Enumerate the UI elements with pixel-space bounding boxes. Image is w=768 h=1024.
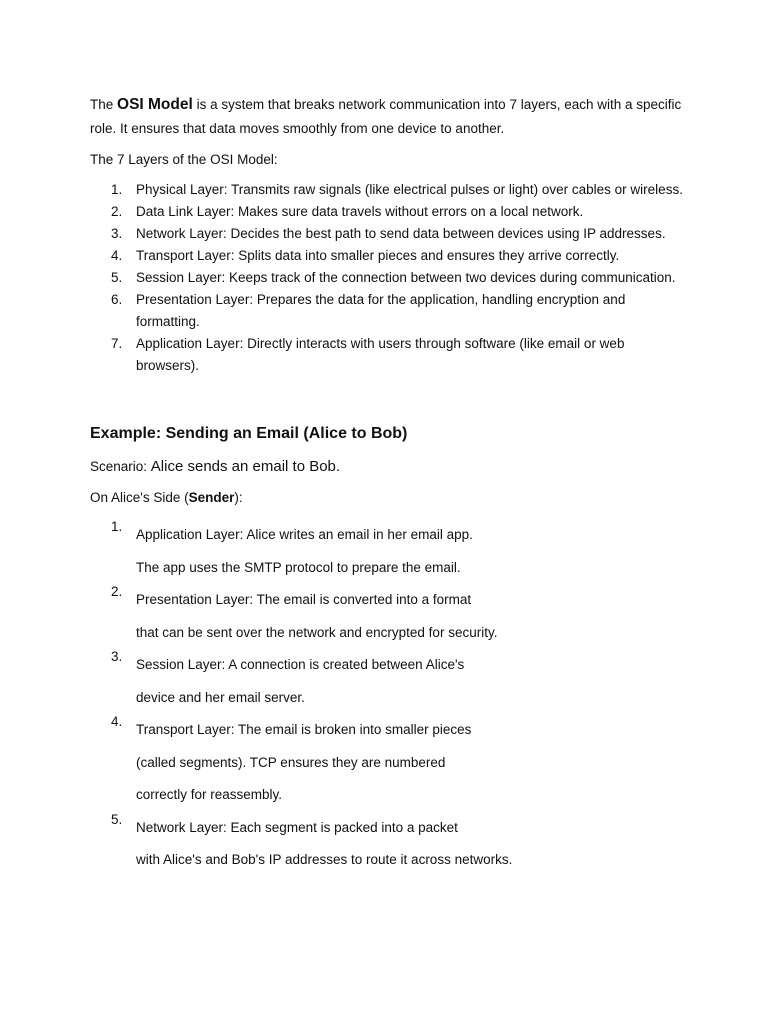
step-line: The app uses the SMTP protocol to prepare the email. xyxy=(136,559,461,575)
layer-text: Presentation Layer: Prepares the data for the application, handling encryption and formatting. xyxy=(136,292,626,329)
step-line: that can be sent over the network and encrypted for security. xyxy=(136,624,498,640)
side-prefix: On Alice's Side ( xyxy=(90,490,189,505)
scenario-line xyxy=(90,456,690,478)
step-line: (called segments). TCP ensures they are numbered xyxy=(136,754,446,770)
layer-item xyxy=(90,179,690,201)
step-line: Network Layer: Each segment is packed into a packet xyxy=(136,819,458,835)
sender-step xyxy=(90,584,690,649)
sender-step xyxy=(90,649,690,714)
step-number: 3. xyxy=(111,649,123,664)
example-heading: Example: Sending an Email (Alice to Bob) xyxy=(90,425,408,442)
layer-item xyxy=(90,245,690,267)
layer-text: Application Layer: Directly interacts with users through software (like email or web browsers). xyxy=(136,336,625,373)
step-line: with Alice's and Bob's IP addresses to route it across networks. xyxy=(136,852,513,867)
step-line: Session Layer: A connection is created between Alice's xyxy=(136,657,465,672)
intro-term: OSI Model xyxy=(117,96,193,113)
layers-heading: The 7 Layers of the OSI Model: xyxy=(90,152,278,167)
step-line: Application Layer: Alice writes an email in her email app. xyxy=(136,527,473,542)
layer-item xyxy=(90,267,690,289)
scenario-label: Scenario: xyxy=(90,459,151,474)
scenario-text: Alice sends an email to Bob. xyxy=(150,458,341,475)
layer-item xyxy=(90,289,690,333)
step-number: 2. xyxy=(111,584,123,599)
layer-text: Network Layer: Decides the best path to send data between devices using IP addresses. xyxy=(136,226,666,241)
layer-text: Physical Layer: Transmits raw signals (like electrical pulses or light) over cables or wireless. xyxy=(136,182,683,197)
layer-number: 7. xyxy=(111,336,123,351)
step-line: Transport Layer: The email is broken into smaller pieces xyxy=(136,722,472,737)
step-number: 4. xyxy=(111,714,123,729)
layer-text: Session Layer: Keeps track of the connection between two devices during communication. xyxy=(136,270,676,285)
document-page xyxy=(90,93,690,877)
layer-number: 5. xyxy=(111,270,123,285)
layer-number: 6. xyxy=(111,292,123,307)
sender-step xyxy=(90,714,690,812)
layer-item xyxy=(90,333,690,377)
step-line: Presentation Layer: The email is converted into a format xyxy=(136,592,472,607)
step-number: 1. xyxy=(111,519,123,534)
step-line: correctly for reassembly. xyxy=(136,787,283,802)
sender-steps-list xyxy=(90,519,690,877)
layer-item xyxy=(90,201,690,223)
layer-text: Data Link Layer: Makes sure data travels without errors on a local network. xyxy=(136,204,584,219)
side-suffix: ): xyxy=(234,490,243,505)
step-number: 5. xyxy=(111,811,123,827)
layer-number: 1. xyxy=(111,182,123,197)
intro-text: is a system that breaks network communication into 7 layers, each with a specific role. It ensures that data moves smoothly from one device to another. xyxy=(90,97,682,136)
intro-paragraph xyxy=(90,93,690,141)
sender-step xyxy=(90,812,690,877)
side-heading xyxy=(90,487,690,509)
layer-number: 4. xyxy=(111,248,123,263)
side-role: Sender xyxy=(188,490,235,505)
layer-list xyxy=(90,179,690,377)
layer-number: 3. xyxy=(111,226,123,241)
layer-text: Transport Layer: Splits data into smaller pieces and ensures they arrive correctly. xyxy=(136,248,620,263)
intro-prefix: The xyxy=(90,97,118,112)
layer-number: 2. xyxy=(111,204,123,219)
layer-item xyxy=(90,223,690,245)
step-line: device and her email server. xyxy=(136,689,305,705)
sender-step xyxy=(90,519,690,584)
